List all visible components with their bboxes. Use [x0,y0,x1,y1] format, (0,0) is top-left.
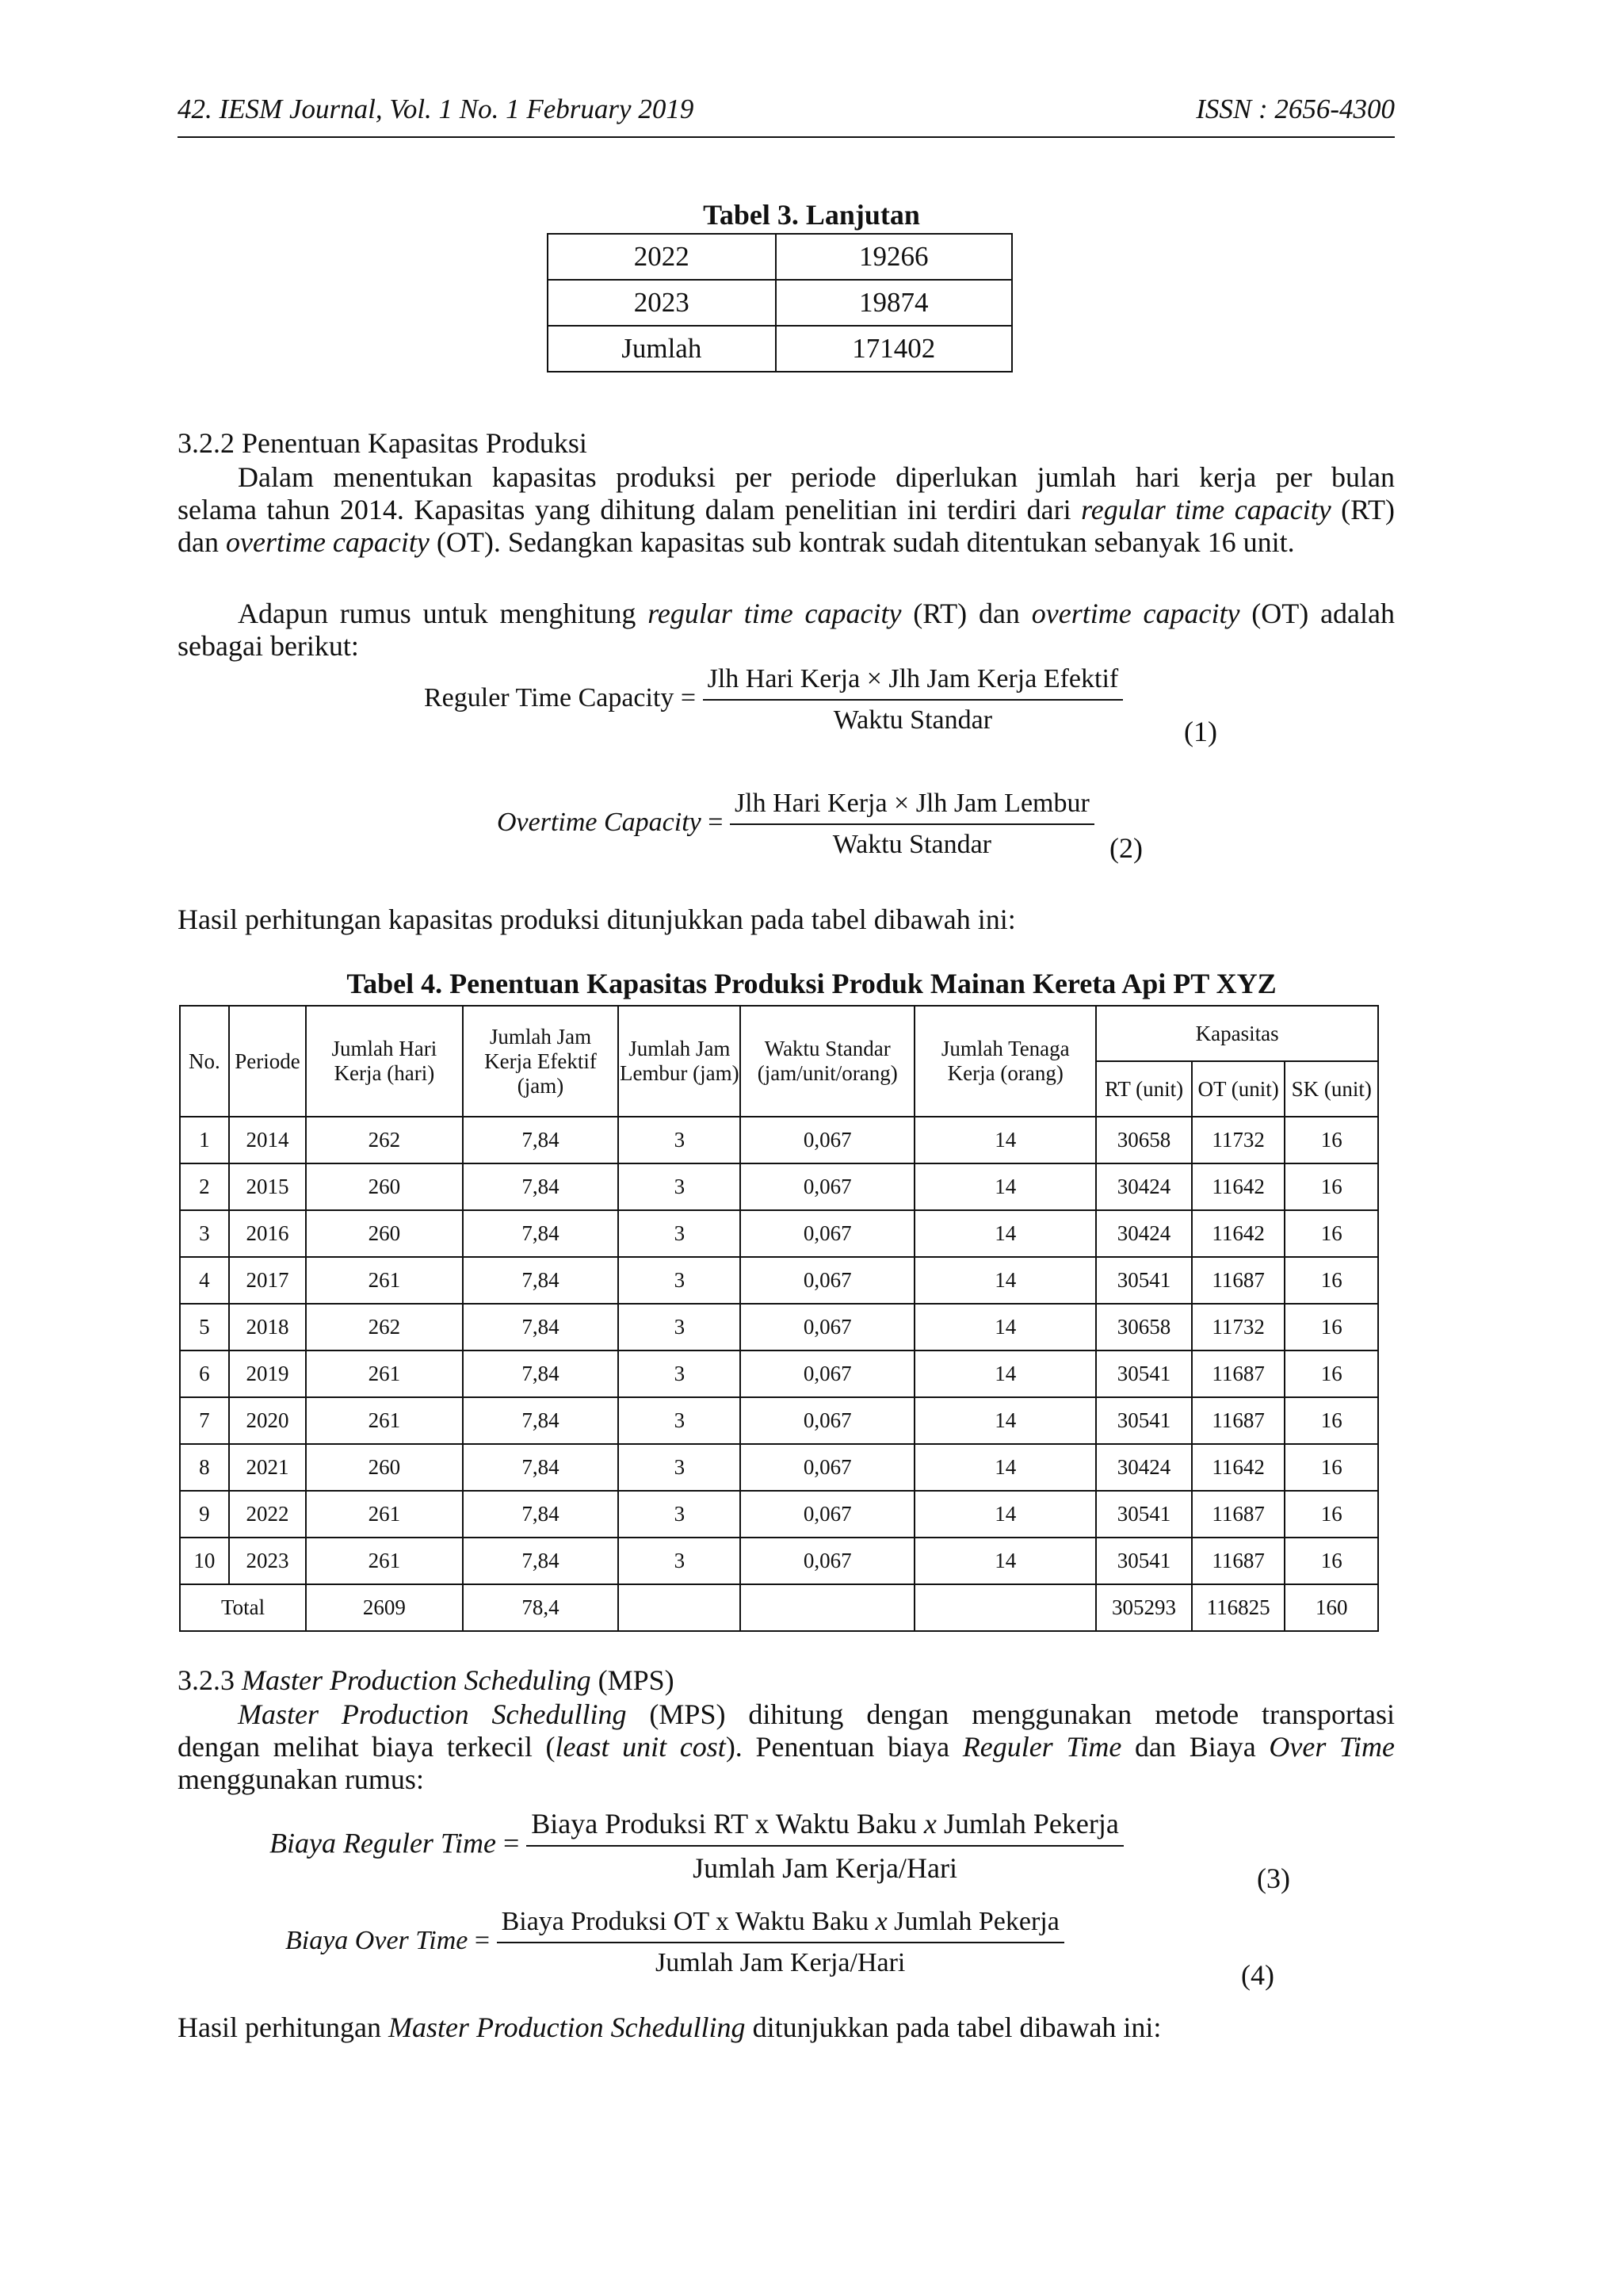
header-waktu-standar: Waktu Standar (jam/unit/orang) [740,1006,915,1117]
cell-rt: 30658 [1096,1117,1192,1163]
header-divider [178,136,1395,138]
cell-jumlah-hari: 261 [306,1397,463,1444]
formula-biaya-over-time [285,1907,1064,1978]
cell-jam-efektif: 7,84 [463,1444,619,1491]
cell-tenaga-kerja: 14 [915,1210,1096,1257]
table-row [180,1397,1378,1444]
formula-denominator: Waktu Standar [833,705,993,735]
formula-equals: = [502,1827,520,1859]
cell-no: 4 [180,1257,229,1304]
cell-no: 1 [180,1117,229,1163]
cell-periode: 2021 [229,1444,306,1491]
cell-waktu-standar: 0,067 [740,1304,915,1350]
total-hari: 2609 [306,1584,463,1631]
cell-waktu-standar: 0,067 [740,1397,915,1444]
cell-no: 6 [180,1350,229,1397]
cell-jumlah-hari: 260 [306,1163,463,1210]
table-row [180,1304,1378,1350]
total-empty [915,1584,1096,1631]
cell-jumlah-hari: 261 [306,1350,463,1397]
cell-periode: 2022 [229,1491,306,1538]
cell-periode: 2019 [229,1350,306,1397]
formula-fraction [497,1907,1064,1978]
cell-no: 2 [180,1163,229,1210]
cell-no: 9 [180,1491,229,1538]
table-cell: 2022 [548,234,776,280]
formula-denominator: Jumlah Jam Kerja/Hari [655,1948,906,1977]
formula-equals: = [708,807,724,837]
cell-rt: 30541 [1096,1350,1192,1397]
formula-lhs: Reguler Time Capacity [424,682,674,712]
cell-ot: 11687 [1192,1257,1285,1304]
header-kapasitas: Kapasitas [1096,1006,1378,1061]
cell-jam-lembur: 3 [618,1117,740,1163]
header-jam-lembur: Jumlah Jam Lembur (jam) [618,1006,740,1117]
cell-tenaga-kerja: 14 [915,1444,1096,1491]
formula-denominator: Waktu Standar [832,830,991,859]
cell-jam-efektif: 7,84 [463,1257,619,1304]
header-no: No. [180,1006,229,1117]
table-row [548,280,1012,326]
table-cell: Jumlah [548,326,776,372]
paragraph-line: Master Production Schedulling (MPS) dihitung dengan menggunakan metode transportasi [238,1698,1395,1730]
formula-lhs: Overtime Capacity [497,807,701,837]
equation-number-3: (3) [1257,1862,1290,1894]
header-tenaga-kerja: Jumlah Tenaga Kerja (orang) [915,1006,1096,1117]
cell-no: 10 [180,1538,229,1584]
cell-ot: 11687 [1192,1538,1285,1584]
formula-numerator: Biaya Produksi OT x Waktu Baku x Jumlah Pekerja [497,1907,1064,1943]
cell-waktu-standar: 0,067 [740,1444,915,1491]
cell-jam-lembur: 3 [618,1491,740,1538]
paragraph-rest: selama tahun 2014. Kapasitas yang dihitung dalam penelitian ini terdiri dari regular time capacity (RT) dan overtime capacity (OT). Sedangkan kapasitas sub kontrak sudah ditentukan sebanyak 16 unit. [178,494,1395,558]
total-empty [618,1584,740,1631]
formula-fraction [703,664,1124,735]
cell-tenaga-kerja: 14 [915,1538,1096,1584]
cell-sk: 16 [1285,1163,1378,1210]
paragraph-capacity [178,461,1395,559]
cell-jam-efektif: 7,84 [463,1491,619,1538]
cell-jam-efektif: 7,84 [463,1117,619,1163]
total-empty [740,1584,915,1631]
cell-sk: 16 [1285,1117,1378,1163]
table-cell: 2023 [548,280,776,326]
header-rt: RT (unit) [1096,1061,1192,1117]
formula-numerator: Biaya Produksi RT x Waktu Baku x Jumlah Pekerja [526,1807,1124,1847]
cell-jam-lembur: 3 [618,1538,740,1584]
formula-numerator: Jlh Hari Kerja × Jlh Jam Kerja Efektif [703,664,1124,701]
equation-number-4: (4) [1241,1959,1274,1991]
cell-jumlah-hari: 260 [306,1210,463,1257]
cell-rt: 30424 [1096,1444,1192,1491]
cell-no: 5 [180,1304,229,1350]
formula-overtime-capacity [497,789,1094,860]
cell-jumlah-hari: 262 [306,1117,463,1163]
formula-equals: = [680,682,697,712]
result-text-mps: Hasil perhitungan Master Production Schedulling ditunjukkan pada tabel dibawah ini: [178,2011,1162,2043]
cell-ot: 11642 [1192,1163,1285,1210]
cell-periode: 2020 [229,1397,306,1444]
cell-jumlah-hari: 262 [306,1304,463,1350]
cell-periode: 2016 [229,1210,306,1257]
table3-caption: Tabel 3. Lanjutan [703,199,920,231]
table-row [180,1257,1378,1304]
result-text-capacity: Hasil perhitungan kapasitas produksi ditunjukkan pada tabel dibawah ini: [178,904,1016,935]
table-cell: 19874 [776,280,1012,326]
cell-jam-lembur: 3 [618,1163,740,1210]
cell-rt: 30658 [1096,1304,1192,1350]
cell-waktu-standar: 0,067 [740,1350,915,1397]
journal-citation: 42. IESM Journal, Vol. 1 No. 1 February 2019 [178,94,694,124]
cell-jumlah-hari: 261 [306,1491,463,1538]
table3 [547,233,1013,372]
header-ot: OT (unit) [1192,1061,1285,1117]
cell-ot: 11687 [1192,1350,1285,1397]
cell-jam-efektif: 7,84 [463,1397,619,1444]
cell-waktu-standar: 0,067 [740,1491,915,1538]
cell-sk: 16 [1285,1350,1378,1397]
cell-jumlah-hari: 261 [306,1257,463,1304]
total-rt: 305293 [1096,1584,1192,1631]
issn-label: ISSN : 2656-4300 [1196,94,1395,124]
cell-periode: 2014 [229,1117,306,1163]
cell-waktu-standar: 0,067 [740,1117,915,1163]
formula-lhs: Biaya Reguler Time [269,1827,496,1859]
cell-periode: 2018 [229,1304,306,1350]
cell-ot: 11687 [1192,1491,1285,1538]
paragraph-first-line: Dalam menentukan kapasitas produksi per periode diperlukan jumlah hari kerja per bulan [238,461,1395,493]
paragraph-mps [178,1698,1395,1796]
table-row [180,1491,1378,1538]
running-header [178,94,1395,141]
table-row [548,326,1012,372]
table-row [180,1538,1378,1584]
equation-number-2: (2) [1109,832,1143,864]
cell-jam-efektif: 7,84 [463,1350,619,1397]
cell-ot: 11732 [1192,1117,1285,1163]
total-label: Total [180,1584,306,1631]
cell-rt: 30424 [1096,1210,1192,1257]
cell-jam-lembur: 3 [618,1257,740,1304]
cell-periode: 2023 [229,1538,306,1584]
cell-jam-efektif: 7,84 [463,1304,619,1350]
cell-jam-efektif: 7,84 [463,1163,619,1210]
cell-waktu-standar: 0,067 [740,1257,915,1304]
cell-ot: 11687 [1192,1397,1285,1444]
table-row [548,234,1012,280]
cell-ot: 11642 [1192,1444,1285,1491]
formula-regular-time-capacity [424,664,1123,735]
formula-denominator: Jumlah Jam Kerja/Hari [693,1852,957,1884]
cell-sk: 16 [1285,1304,1378,1350]
cell-tenaga-kerja: 14 [915,1117,1096,1163]
formula-numerator: Jlh Hari Kerja × Jlh Jam Lembur [730,789,1094,825]
cell-sk: 16 [1285,1397,1378,1444]
formula-fraction [526,1807,1124,1885]
cell-jam-lembur: 3 [618,1350,740,1397]
paragraph-formula-intro: Adapun rumus untuk menghitung regular time capacity (RT) dan overtime capacity (OT) adalah sebagai berikut: [178,598,1396,662]
cell-rt: 30541 [1096,1257,1192,1304]
paragraph-line: menggunakan rumus: [178,1763,424,1795]
formula-fraction [730,789,1094,860]
cell-sk: 16 [1285,1444,1378,1491]
table-header-row [180,1006,1378,1061]
section-heading-323: 3.2.3 Master Production Scheduling (MPS) [178,1664,674,1696]
cell-jumlah-hari: 260 [306,1444,463,1491]
cell-rt: 30541 [1096,1538,1192,1584]
total-sk: 160 [1285,1584,1378,1631]
table-row [180,1210,1378,1257]
cell-waktu-standar: 0,067 [740,1163,915,1210]
cell-tenaga-kerja: 14 [915,1350,1096,1397]
formula-equals: = [474,1925,491,1955]
cell-no: 8 [180,1444,229,1491]
cell-periode: 2015 [229,1163,306,1210]
cell-sk: 16 [1285,1538,1378,1584]
total-ot: 116825 [1192,1584,1285,1631]
header-sk: SK (unit) [1285,1061,1378,1117]
cell-ot: 11642 [1192,1210,1285,1257]
cell-tenaga-kerja: 14 [915,1257,1096,1304]
cell-tenaga-kerja: 14 [915,1491,1096,1538]
cell-tenaga-kerja: 14 [915,1163,1096,1210]
cell-sk: 16 [1285,1210,1378,1257]
cell-waktu-standar: 0,067 [740,1210,915,1257]
cell-jam-efektif: 7,84 [463,1538,619,1584]
cell-rt: 30541 [1096,1397,1192,1444]
cell-ot: 11732 [1192,1304,1285,1350]
cell-tenaga-kerja: 14 [915,1397,1096,1444]
total-jam-efektif: 78,4 [463,1584,619,1631]
formula-lhs: Biaya Over Time [285,1925,468,1955]
cell-jam-lembur: 3 [618,1210,740,1257]
cell-rt: 30424 [1096,1163,1192,1210]
formula-biaya-reguler-time [269,1807,1124,1885]
cell-jumlah-hari: 261 [306,1538,463,1584]
table-row [180,1163,1378,1210]
header-jumlah-hari: Jumlah Hari Kerja (hari) [306,1006,463,1117]
table-row [180,1444,1378,1491]
header-jam-efektif: Jumlah Jam Kerja Efektif (jam) [463,1006,619,1117]
cell-no: 3 [180,1210,229,1257]
cell-jam-lembur: 3 [618,1444,740,1491]
equation-number-1: (1) [1184,716,1217,747]
header-periode: Periode [229,1006,306,1117]
table-row [180,1350,1378,1397]
table-cell: 171402 [776,326,1012,372]
cell-jam-efektif: 7,84 [463,1210,619,1257]
cell-jam-lembur: 3 [618,1304,740,1350]
section-heading-322: 3.2.2 Penentuan Kapasitas Produksi [178,427,587,459]
table-row [180,1117,1378,1163]
cell-waktu-standar: 0,067 [740,1538,915,1584]
cell-no: 7 [180,1397,229,1444]
table4-caption: Tabel 4. Penentuan Kapasitas Produksi Produk Mainan Kereta Api PT XYZ [346,968,1277,999]
cell-periode: 2017 [229,1257,306,1304]
cell-sk: 16 [1285,1257,1378,1304]
table-total-row [180,1584,1378,1631]
cell-rt: 30541 [1096,1491,1192,1538]
table4 [179,1005,1379,1632]
table4-body [180,1117,1378,1584]
table-cell: 19266 [776,234,1012,280]
cell-tenaga-kerja: 14 [915,1304,1096,1350]
cell-jam-lembur: 3 [618,1397,740,1444]
cell-sk: 16 [1285,1491,1378,1538]
paragraph-line: dengan melihat biaya terkecil (least unit cost). Penentuan biaya Reguler Time dan Biaya Over Time [178,1731,1396,1763]
